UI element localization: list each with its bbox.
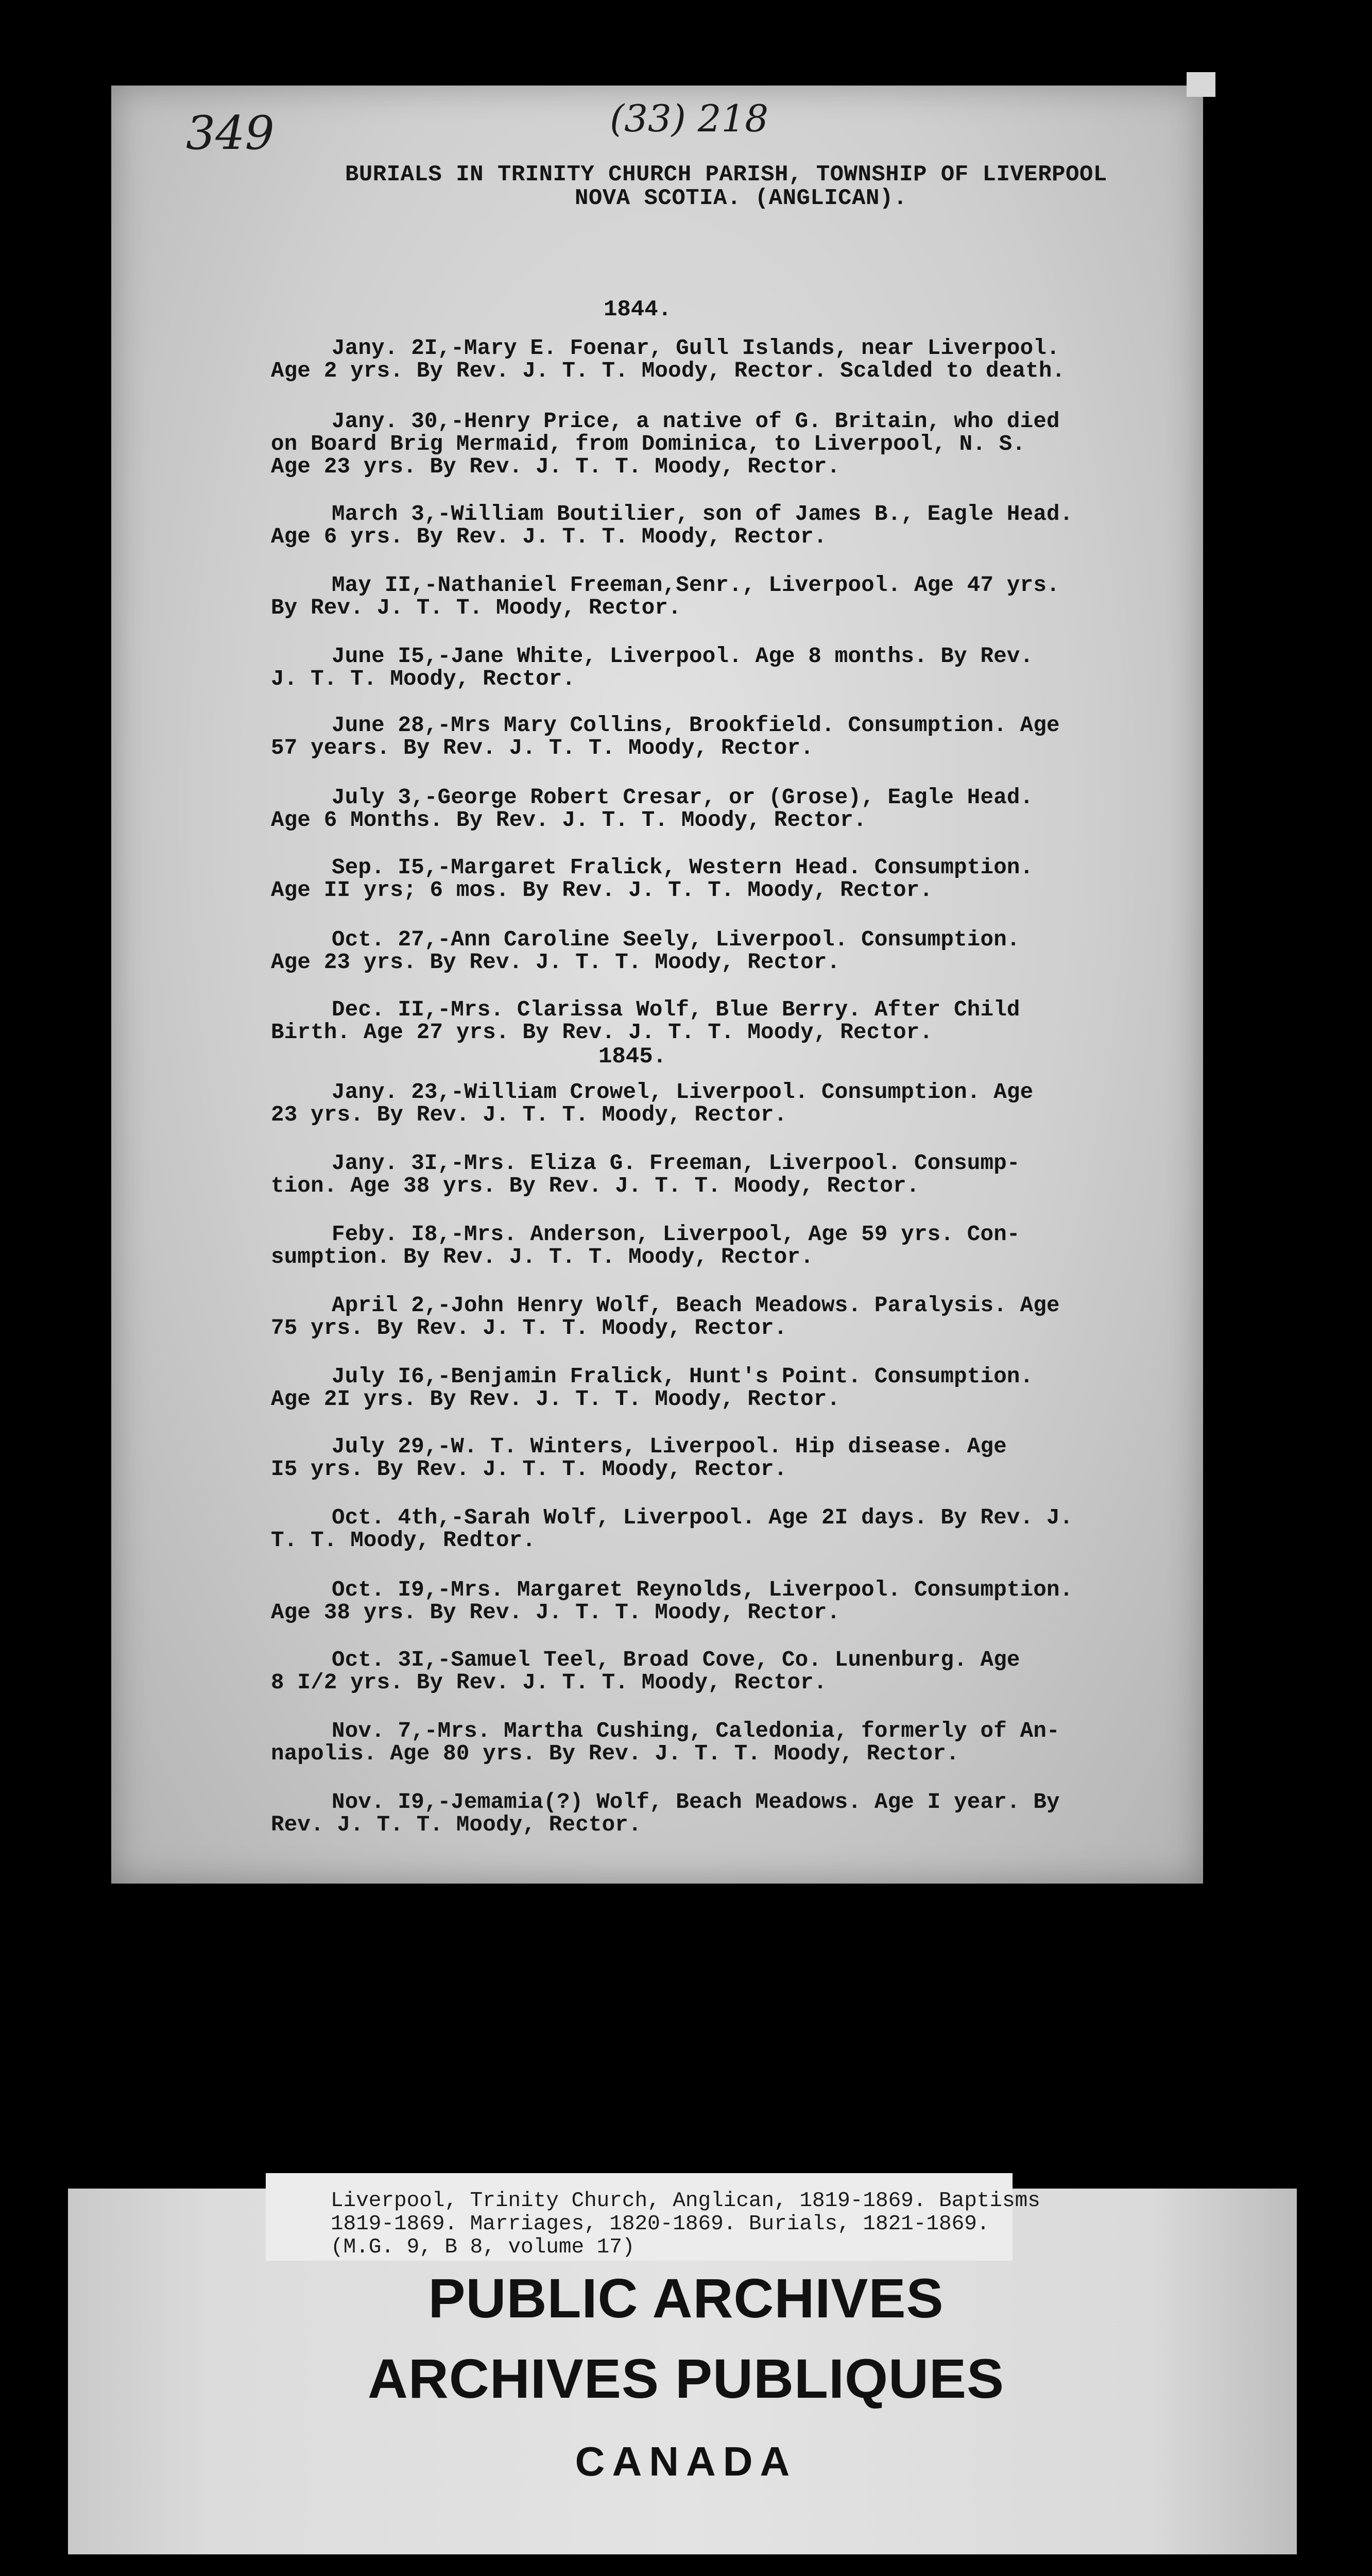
- entry-line: sumption. By Rev. J. T. T. Moody, Rector.: [271, 1245, 814, 1269]
- burial-entry: [271, 1720, 1198, 1765]
- burial-entry: [271, 503, 1198, 548]
- entry-line: Age 2 yrs. By Rev. J. T. T. Moody, Rector. Scalded to death.: [271, 359, 1066, 383]
- burial-entry: [271, 1506, 1198, 1552]
- entry-line: J. T. T. Moody, Rector.: [271, 667, 576, 691]
- entry-line: tion. Age 38 yrs. By Rev. J. T. T. Moody, Rector.: [271, 1174, 920, 1198]
- label-line-2: 1819-1869. Marriages, 1820-1869. Burials, 1821-1869.: [331, 2212, 990, 2236]
- burial-entry: [271, 1579, 1198, 1624]
- page-title: [345, 163, 1190, 210]
- entry-line: 57 years. By Rev. J. T. T. Moody, Rector.: [271, 736, 814, 760]
- burial-entry: [271, 1435, 1198, 1481]
- register-page: [111, 86, 1203, 1884]
- year-heading: 1845.: [598, 1044, 667, 1070]
- burial-entry: [271, 410, 1198, 478]
- burial-entry: [271, 1081, 1198, 1126]
- entry-line: July I6,-Benjamin Fralick, Hunt's Point. Consumption.: [332, 1364, 1034, 1389]
- entry-line: Jany. 2I,-Mary E. Foenar, Gull Islands, near Liverpool.: [332, 336, 1060, 361]
- burial-entry: [271, 998, 1198, 1044]
- burial-entry: [271, 1365, 1198, 1411]
- country-heading: CANADA: [575, 2438, 797, 2484]
- entry-line: July 3,-George Robert Cresar, or (Grose), Eagle Head.: [332, 785, 1034, 810]
- entry-line: T. T. Moody, Redtor.: [271, 1528, 536, 1553]
- burial-entry: [271, 337, 1198, 382]
- folio-number: (33) 218: [610, 97, 769, 140]
- page-number: 349: [186, 106, 275, 160]
- title-line-2: NOVA SCOTIA. (ANGLICAN).: [575, 185, 907, 211]
- entry-line: Nov. I9,-Jemamia(?) Wolf, Beach Meadows. Age I year. By: [332, 1790, 1060, 1815]
- burial-entry: [271, 645, 1198, 690]
- entry-line: March 3,-William Boutilier, son of James B., Eagle Head.: [332, 502, 1073, 527]
- burial-entry: [271, 714, 1198, 759]
- burial-entry: [271, 574, 1198, 619]
- entry-line: Age 6 yrs. By Rev. J. T. T. Moody, Rector.: [271, 524, 827, 549]
- burial-entry: [271, 928, 1198, 974]
- entry-line: Rev. J. T. T. Moody, Rector.: [271, 1812, 642, 1837]
- entry-line: Oct. 4th,-Sarah Wolf, Liverpool. Age 2I days. By Rev. J.: [332, 1505, 1073, 1530]
- entry-line: June I5,-Jane White, Liverpool. Age 8 months. By Rev.: [332, 644, 1034, 669]
- archives-french-heading: ARCHIVES PUBLIQUES: [367, 2347, 1005, 2410]
- entry-line: May II,-Nathaniel Freeman,Senr., Liverpool. Age 47 yrs.: [332, 573, 1060, 598]
- entry-line: Age 38 yrs. By Rev. J. T. T. Moody, Rector.: [271, 1600, 841, 1625]
- entry-line: April 2,-John Henry Wolf, Beach Meadows. Paralysis. Age: [332, 1293, 1060, 1318]
- entry-line: 75 yrs. By Rev. J. T. T. Moody, Rector.: [271, 1316, 787, 1341]
- entry-line: Birth. Age 27 yrs. By Rev. J. T. T. Moody, Rector.: [271, 1020, 933, 1045]
- entry-line: Jany. 3I,-Mrs. Eliza G. Freeman, Liverpool. Consump-: [332, 1151, 1020, 1176]
- burial-entry: [271, 1294, 1198, 1340]
- entry-line: Age 23 yrs. By Rev. J. T. T. Moody, Rector.: [271, 950, 841, 975]
- entry-line: Age II yrs; 6 mos. By Rev. J. T. T. Moody, Rector.: [271, 878, 933, 903]
- entry-line: Nov. 7,-Mrs. Martha Cushing, Caledonia, formerly of An-: [332, 1719, 1060, 1743]
- entry-line: Age 6 Months. By Rev. J. T. T. Moody, Rector.: [271, 808, 867, 833]
- burial-entry: [271, 1223, 1198, 1268]
- entry-line: Oct. 3I,-Samuel Teel, Broad Cove, Co. Lunenburg. Age: [332, 1648, 1020, 1672]
- entry-line: June 28,-Mrs Mary Collins, Brookfield. Consumption. Age: [332, 713, 1060, 738]
- microfilm-label: [266, 2173, 1040, 2261]
- burial-entry: [271, 1152, 1198, 1197]
- title-line-1: BURIALS IN TRINITY CHURCH PARISH, TOWNSHIP OF LIVERPOOL: [345, 162, 1107, 188]
- burial-entry: [271, 1791, 1198, 1836]
- entry-line: Jany. 23,-William Crowel, Liverpool. Consumption. Age: [332, 1080, 1034, 1105]
- entry-line: I5 yrs. By Rev. J. T. T. Moody, Rector.: [271, 1457, 787, 1482]
- entry-line: Oct. 27,-Ann Caroline Seely, Liverpool. Consumption.: [332, 927, 1020, 952]
- entry-line: By Rev. J. T. T. Moody, Rector.: [271, 596, 681, 620]
- entry-line: Age 2I yrs. By Rev. J. T. T. Moody, Rector.: [271, 1387, 841, 1412]
- entry-line: Feby. I8,-Mrs. Anderson, Liverpool, Age 59 yrs. Con-: [332, 1222, 1020, 1247]
- page-tab: [1187, 72, 1215, 97]
- burial-entry: [271, 856, 1198, 902]
- archives-english-heading: PUBLIC ARCHIVES: [428, 2267, 944, 2329]
- year-heading: 1844.: [604, 297, 672, 323]
- entry-line: Age 23 yrs. By Rev. J. T. T. Moody, Rector.: [271, 454, 841, 479]
- entry-line: Dec. II,-Mrs. Clarissa Wolf, Blue Berry. After Child: [332, 997, 1020, 1022]
- entry-line: on Board Brig Mermaid, from Dominica, to Liverpool, N. S.: [271, 432, 1026, 456]
- entry-line: 8 I/2 yrs. By Rev. J. T. T. Moody, Rector.: [271, 1670, 827, 1695]
- label-line-3: (M.G. 9, B 8, volume 17): [331, 2235, 635, 2259]
- entry-line: Jany. 30,-Henry Price, a native of G. Britain, who died: [332, 409, 1060, 434]
- burial-entry: [271, 786, 1198, 832]
- entry-line: napolis. Age 80 yrs. By Rev. J. T. T. Moody, Rector.: [271, 1741, 959, 1766]
- entry-line: 23 yrs. By Rev. J. T. T. Moody, Rector.: [271, 1103, 787, 1127]
- entry-line: Sep. I5,-Margaret Fralick, Western Head. Consumption.: [332, 855, 1034, 880]
- entry-line: July 29,-W. T. Winters, Liverpool. Hip disease. Age: [332, 1434, 1007, 1459]
- burial-entry: [271, 1649, 1198, 1694]
- entry-line: Oct. I9,-Mrs. Margaret Reynolds, Liverpool. Consumption.: [332, 1578, 1073, 1602]
- label-line-1: Liverpool, Trinity Church, Anglican, 1819-1869. Baptisms: [331, 2189, 1040, 2213]
